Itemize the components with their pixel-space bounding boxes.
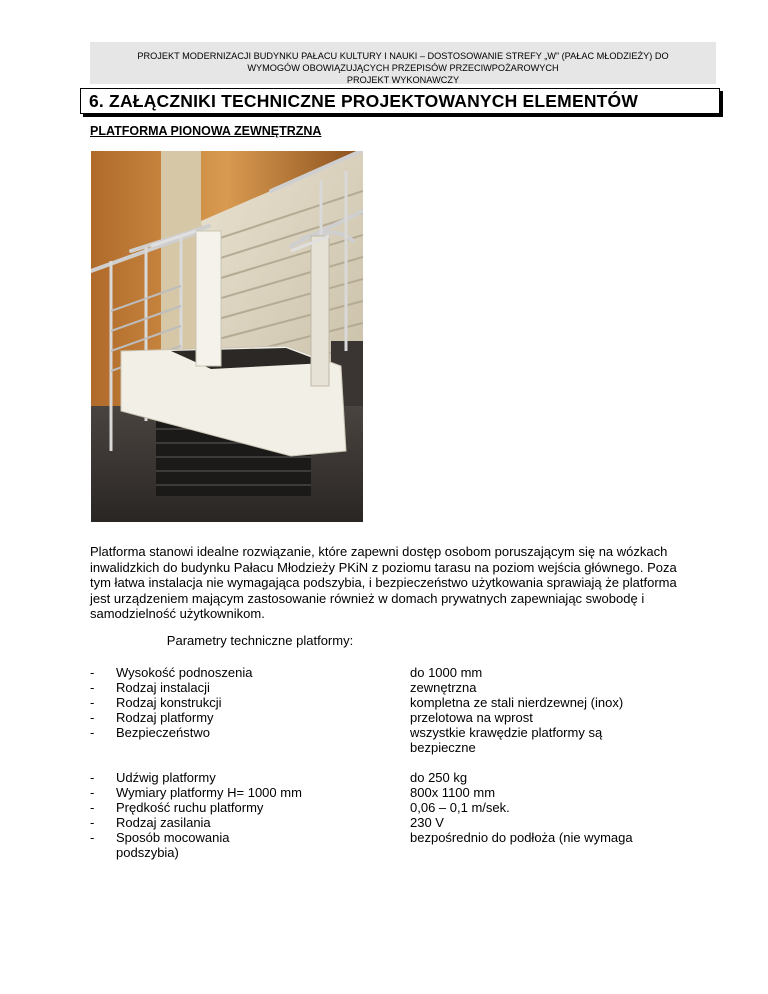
param-label: podszybia) — [116, 845, 179, 860]
list-dash — [90, 845, 116, 860]
subtitle: PLATFORMA PIONOWA ZEWNĘTRZNA — [90, 124, 322, 138]
param-value: 800x 1100 mm — [410, 785, 496, 800]
param-row — [90, 725, 690, 740]
list-dash: - — [90, 770, 95, 785]
platform-photo — [91, 151, 363, 522]
list-dash: - — [90, 695, 95, 710]
param-group — [90, 770, 690, 860]
header-line-3: PROJEKT WYKONAWCZY — [346, 75, 460, 85]
param-row — [90, 740, 690, 755]
list-dash: - — [90, 830, 95, 845]
params-title: Parametry techniczne platformy: — [166, 633, 354, 648]
param-value: do 250 kg — [410, 770, 468, 785]
header-line-2: WYMOGÓW OBOWIĄZUJĄCYCH PRZEPISÓW PRZECIWPOŻAROWYCH — [247, 63, 559, 73]
param-label: Rodzaj platformy — [116, 710, 214, 725]
param-value: 0,06 – 0,1 m/sek. — [410, 800, 510, 815]
document-header — [90, 42, 716, 84]
param-row — [90, 770, 690, 785]
param-row — [90, 785, 690, 800]
param-value: do 1000 mm — [410, 665, 483, 680]
param-value: kompletna ze stali nierdzewnej (inox) — [410, 695, 624, 710]
param-list — [90, 665, 690, 860]
param-row — [90, 845, 690, 860]
param-row — [90, 815, 690, 830]
list-dash — [90, 740, 116, 755]
param-label: Bezpieczeństwo — [116, 725, 210, 740]
param-row — [90, 710, 690, 725]
param-label: Wymiary platformy H= 1000 mm — [116, 785, 302, 800]
param-label: Udźwig platformy — [116, 770, 216, 785]
list-dash: - — [90, 680, 95, 695]
param-label: Rodzaj zasilania — [116, 815, 211, 830]
param-value: bezpieczne — [410, 740, 476, 755]
param-row — [90, 680, 690, 695]
param-value: wszystkie krawędzie platformy są — [410, 725, 603, 740]
list-dash: - — [90, 785, 95, 800]
param-row — [90, 665, 690, 680]
list-dash: - — [90, 710, 95, 725]
list-dash: - — [90, 725, 95, 740]
param-value: 230 V — [410, 815, 444, 830]
param-label: Rodzaj instalacji — [116, 680, 210, 695]
param-row — [90, 695, 690, 710]
param-value: bezpośrednio do podłoża (nie wymaga — [410, 830, 633, 845]
param-label: Sposób mocowania — [116, 830, 230, 845]
param-label: Rodzaj konstrukcji — [116, 695, 222, 710]
param-value: przelotowa na wprost — [410, 710, 533, 725]
param-value — [410, 845, 690, 860]
param-group — [90, 665, 690, 755]
param-label: Wysokość podnoszenia — [116, 665, 253, 680]
section-title: 6. ZAŁĄCZNIKI TECHNICZNE PROJEKTOWANYCH ELEMENTÓW — [80, 88, 720, 114]
list-dash: - — [90, 665, 95, 680]
param-row — [90, 830, 690, 845]
param-label — [116, 740, 410, 755]
param-row — [90, 800, 690, 815]
description-paragraph: Platforma stanowi idealne rozwiązanie, które zapewni dostęp osobom poruszającym się na wózkach inwalidzkich do budynku Pałacu Młodzieży PKiN z poziomu tarasu na poziom wejścia głównego. Poza tym łatwa instalacja nie wymagająca podszybia, i bezpieczeństwo użytkowania sprawiają że platforma jest urządzeniem mającym zastosowanie również w domach prywatnych zapewniając swobodę i samodzielność użytkownikom. — [90, 544, 677, 622]
header-line-1: PROJEKT MODERNIZACJI BUDYNKU PAŁACU KULTURY I NAUKI – DOSTOSOWANIE STREFY „W” (PAŁAC MŁODZIEŻY) DO — [137, 51, 669, 61]
list-dash: - — [90, 815, 95, 830]
list-dash: - — [90, 800, 95, 815]
param-value: zewnętrzna — [410, 680, 477, 695]
param-label: Prędkość ruchu platformy — [116, 800, 264, 815]
group-spacer — [90, 755, 690, 770]
